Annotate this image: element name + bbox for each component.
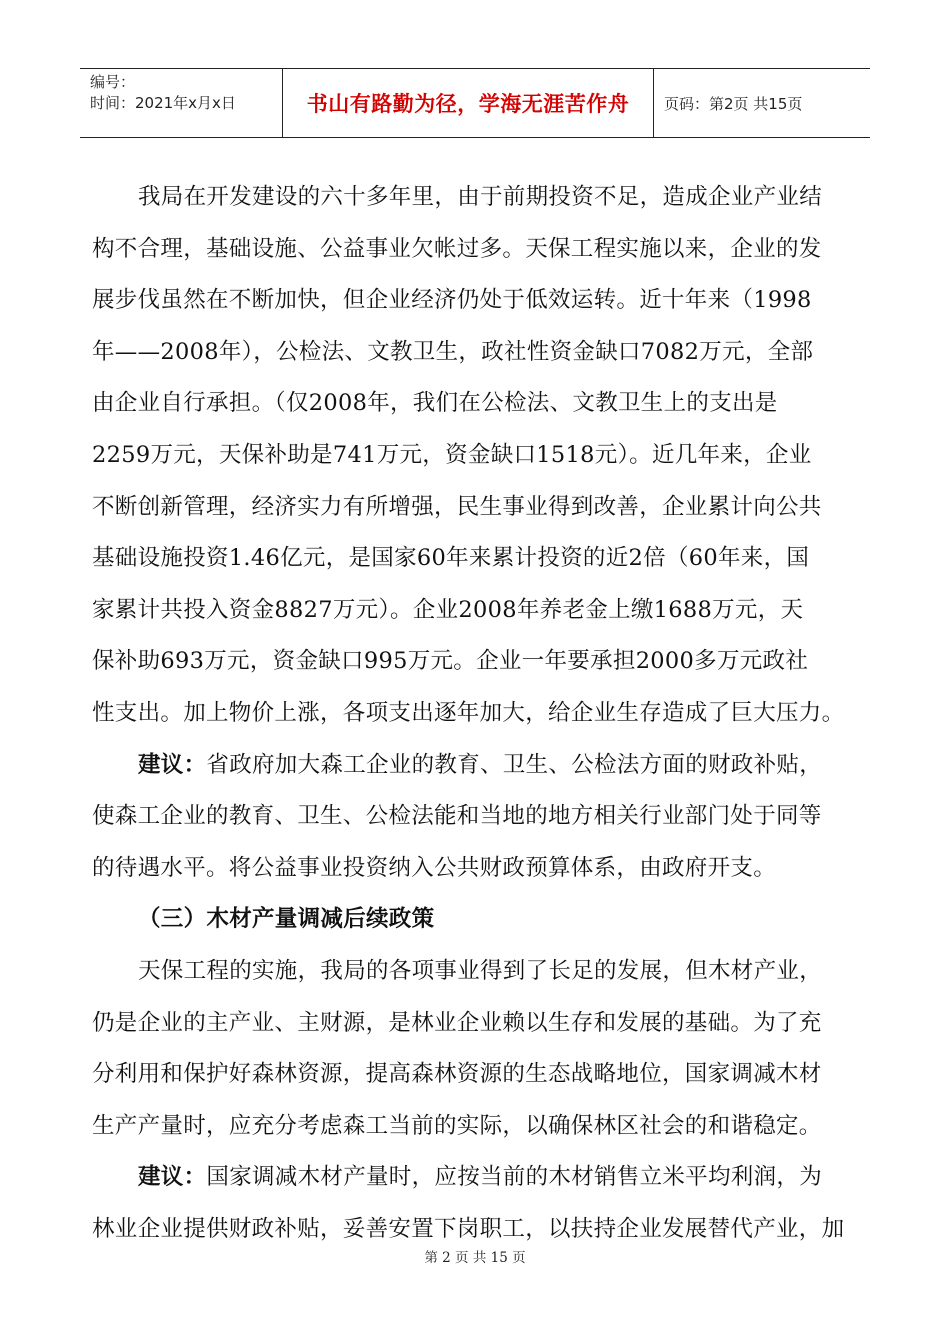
paragraph-line: 家累计共投入资金8827万元）。企业2008年养老金上缴1688万元，天 (92, 596, 804, 623)
page-header (80, 68, 870, 138)
paragraph-line: 生产产量时，应充分考虑森工当前的实际，以确保林区社会的和谐稳定。 (92, 1112, 822, 1139)
paragraph-line: 使森工企业的教育、卫生、公检法能和当地的地方相关行业部门处于同等 (92, 803, 822, 830)
paragraph-line: 的待遇水平。将公益事业投资纳入公共财政预算体系，由政府开支。 (92, 854, 777, 881)
header-meta (80, 69, 283, 137)
section-heading: （三）木材产量调减后续政策 (138, 906, 435, 933)
paragraph-line: 林业企业提供财政补贴，妥善安置下岗职工，以扶持企业发展替代产业，加 (92, 1215, 845, 1242)
paragraph-line: 2259万元，天保补助是741万元，资金缺口1518元）。近几年来，企业 (92, 441, 812, 468)
header-page-code: 页码：第2页 共15页 (664, 94, 803, 113)
suggestion-line: 建议：省政府加大森工企业的教育、卫生、公检法方面的财政补贴， (138, 751, 823, 778)
page-footer: 第 2 页 共 15 页 (424, 1250, 526, 1266)
paragraph-line: 性支出。加上物价上涨，各项支出逐年加大，给企业生存造成了巨大压力。 (92, 699, 845, 726)
paragraph-line: 我局在开发建设的六十多年里，由于前期投资不足，造成企业产业结 (138, 184, 823, 210)
paragraph-line: 仍是企业的主产业、主财源，是林业企业赖以生存和发展的基础。为了充 (92, 1009, 822, 1036)
suggestion-line: 建议：国家调减木材产量时，应按当前的木材销售立米平均利润，为 (138, 1164, 823, 1191)
header-motto: 书山有路勤为径，学海无涯苦作舟 (283, 69, 654, 137)
paragraph-line: 不断创新管理，经济实力有所增强，民生事业得到改善，企业累计向公共 (92, 493, 822, 520)
paragraph-line: 构不合理，基础设施、公益事业欠帐过多。天保工程实施以来，企业的发 (92, 235, 822, 262)
suggestion-label: 建议： (138, 1164, 207, 1191)
paragraph-line: 天保工程的实施，我局的各项事业得到了长足的发展，但木材产业， (138, 957, 823, 984)
suggestion-label: 建议： (138, 751, 207, 778)
document-body (92, 172, 862, 1255)
paragraph-line: 分利用和保护好森林资源，提高森林资源的生态战略地位，国家调减木材 (92, 1061, 822, 1088)
document-time-label: 时间：2021年x月x日 (90, 94, 236, 112)
paragraph-line: 年——2008年），公检法、文教卫生，政社性资金缺口7082万元，全部 (92, 338, 814, 365)
paragraph-line: 展步伐虽然在不断加快，但企业经济仍处于低效运转。近十年来（1998 (92, 287, 812, 314)
document-number-label: 编号： (90, 73, 136, 91)
paragraph-line: 由企业自行承担。（仅2008年，我们在公检法、文教卫生上的支出是 (92, 390, 778, 417)
paragraph-line: 保补助693万元，资金缺口995万元。企业一年要承担2000多万元政社 (92, 648, 809, 675)
paragraph-line: 基础设施投资1.46亿元，是国家60年来累计投资的近2倍（60年来，国 (92, 545, 810, 572)
